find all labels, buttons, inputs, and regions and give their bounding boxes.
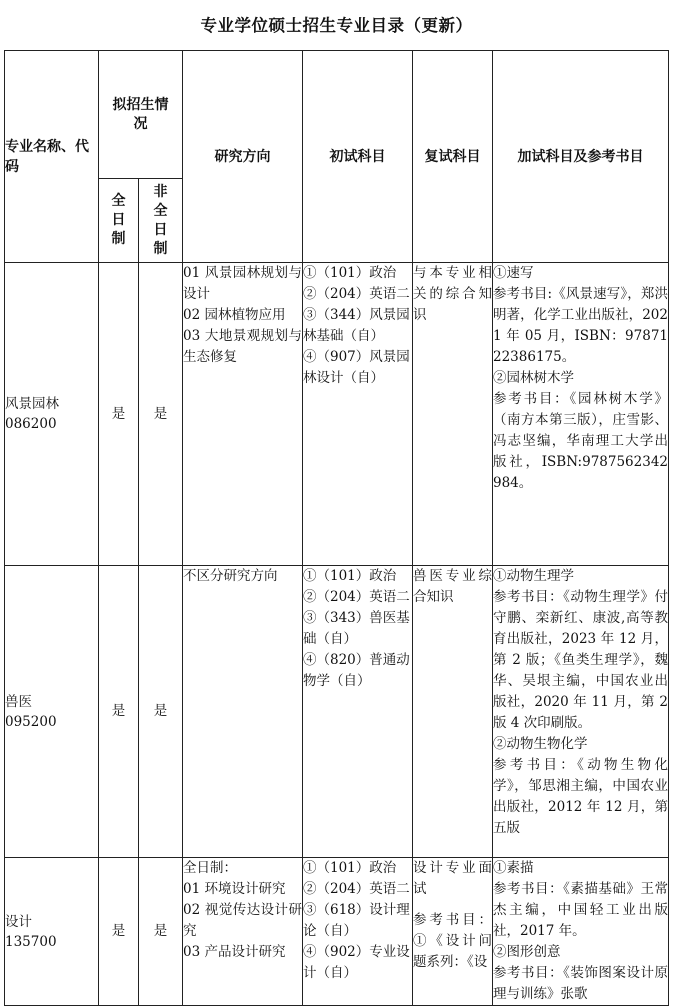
- extra-item: 参考书目：《园林树木学》（南方本第三版），庄雪影、冯志坚编，华南理工大学出版社，ISBN:9787562342984。: [493, 391, 668, 491]
- program-catalog-table: [4, 50, 669, 1006]
- exam-item: ④（820）普通动物学（自）: [303, 652, 410, 689]
- table-row: [5, 566, 669, 858]
- program-name: 风景园林: [5, 396, 59, 412]
- direction-item: 不区分研究方向: [183, 568, 278, 584]
- extra-item: 参考书目：《动物生理学》付守鹏、栾新红、康波,高等教育出版社，2023 年 12 月，第 2 版；《鱼类生理学》，魏华、吴垠主编，中国农业出版社，2020 年 11 月，第 2 版 4 次印刷版。: [493, 589, 668, 731]
- parttime-cell: 是: [139, 858, 183, 1006]
- fulltime-cell: 是: [99, 566, 139, 858]
- extra-item: ②图形创意: [493, 944, 561, 960]
- direction-item: 01 风景园林规划与设计: [183, 265, 302, 302]
- header-fulltime-label: 全日制: [111, 193, 126, 247]
- exam-item: ②（204）英语二: [303, 881, 410, 897]
- exam-clip: [303, 858, 412, 1000]
- header-plan-label: 拟招生情况: [112, 96, 169, 132]
- fulltime-cell: 是: [99, 858, 139, 1006]
- fulltime-cell: 是: [99, 263, 139, 566]
- retest-item: 设计专业面试: [413, 860, 492, 897]
- program-name-cell: [5, 263, 99, 566]
- extra-item: 参考书目:《风景速写》，郑洪明著，化学工业出版社，2021 年 05 月，ISBN：9787122386175。: [493, 286, 668, 365]
- header-name: 专业名称、代码: [5, 51, 99, 263]
- table-row: [5, 858, 669, 1006]
- header-initial: 初试科目: [303, 51, 413, 263]
- retest-item: 兽医专业综合知识: [413, 568, 492, 605]
- exam-item: ①（101）政治: [303, 568, 397, 584]
- extra-item: ②园林树木学: [493, 370, 574, 386]
- direction-item: 02 视觉传达设计研究: [183, 902, 302, 939]
- direction-item: 01 环境设计研究: [183, 881, 286, 897]
- exam-item: ④（902）专业设计（自）: [303, 944, 410, 981]
- program-code: 095200: [5, 713, 57, 730]
- program-code: 135700: [5, 933, 57, 950]
- parttime-cell: 是: [139, 263, 183, 566]
- direction-item: 02 园林植物应用: [183, 307, 286, 323]
- retest-item: 与本专业相关的综合知识: [413, 265, 492, 323]
- extra-item: 参考书目：《装饰图案设计原理与训练》张歌: [493, 965, 668, 1000]
- program-code: 086200: [5, 416, 57, 432]
- exam-item: ③（343）兽医基础（自）: [303, 610, 410, 647]
- direction-item: 全日制：: [183, 860, 237, 876]
- direction-cell: [183, 263, 303, 566]
- direction-cell: [183, 566, 303, 858]
- direction-item: 03 大地景观规划与生态修复: [183, 328, 302, 365]
- header-direction: 研究方向: [183, 51, 303, 263]
- direction-item: 03 产品设计研究: [183, 944, 286, 960]
- exam-item: ②（204）英语二: [303, 286, 410, 302]
- retest-item: 参考书目：①《设计问题系列：《设: [413, 912, 492, 970]
- retest-clip: [413, 858, 492, 1000]
- header-row: [5, 51, 669, 179]
- extra-item: ①动物生理学: [493, 568, 574, 584]
- extra-item: 参考书目：《动物生物化学》，邹思湘主编，中国农业出版社，2012 年 12 月，第五版: [493, 757, 668, 836]
- header-fulltime: [99, 179, 139, 263]
- retest-cell: [413, 566, 493, 858]
- extra-clip: [493, 858, 668, 1000]
- initial-exam-cell: [303, 566, 413, 858]
- extra-exam-cell: [493, 858, 669, 1006]
- retest-cell: [413, 263, 493, 566]
- program-name-cell: [5, 858, 99, 1006]
- exam-item: ④（907）风景园林设计（自）: [303, 349, 410, 386]
- exam-item: ③（618）设计理论（自）: [303, 902, 410, 939]
- header-parttime: [139, 179, 183, 263]
- retest-cell: [413, 858, 493, 1006]
- direction-clip: [183, 858, 302, 1000]
- extra-item: ①速写: [493, 265, 534, 281]
- exam-item: ③（344）风景园林基础（自）: [303, 307, 410, 344]
- exam-item: ①（101）政治: [303, 265, 397, 281]
- header-plan: [99, 51, 183, 179]
- header-retest: 复试科目: [413, 51, 493, 263]
- exam-item: ②（204）英语二: [303, 589, 410, 605]
- exam-item: ①（101）政治: [303, 860, 397, 876]
- table-row: [5, 263, 669, 566]
- program-name: 设计: [5, 913, 32, 930]
- program-name-cell: [5, 566, 99, 858]
- extra-item: 参考书目：《素描基础》王常杰主编，中国轻工业出版社，2017 年。: [493, 881, 668, 939]
- header-parttime-label: 非全日制: [153, 183, 168, 257]
- extra-exam-cell: [493, 263, 669, 566]
- document-title: 专业学位硕士招生专业目录（更新）: [200, 16, 473, 35]
- extra-exam-cell: [493, 566, 669, 858]
- extra-item: ②动物生物化学: [493, 736, 588, 752]
- direction-cell: [183, 858, 303, 1006]
- initial-exam-cell: [303, 858, 413, 1006]
- extra-item: ①素描: [493, 860, 534, 876]
- initial-exam-cell: [303, 263, 413, 566]
- header-extra: 加试科目及参考书目: [493, 51, 669, 263]
- program-name: 兽医: [5, 693, 32, 710]
- parttime-cell: 是: [139, 566, 183, 858]
